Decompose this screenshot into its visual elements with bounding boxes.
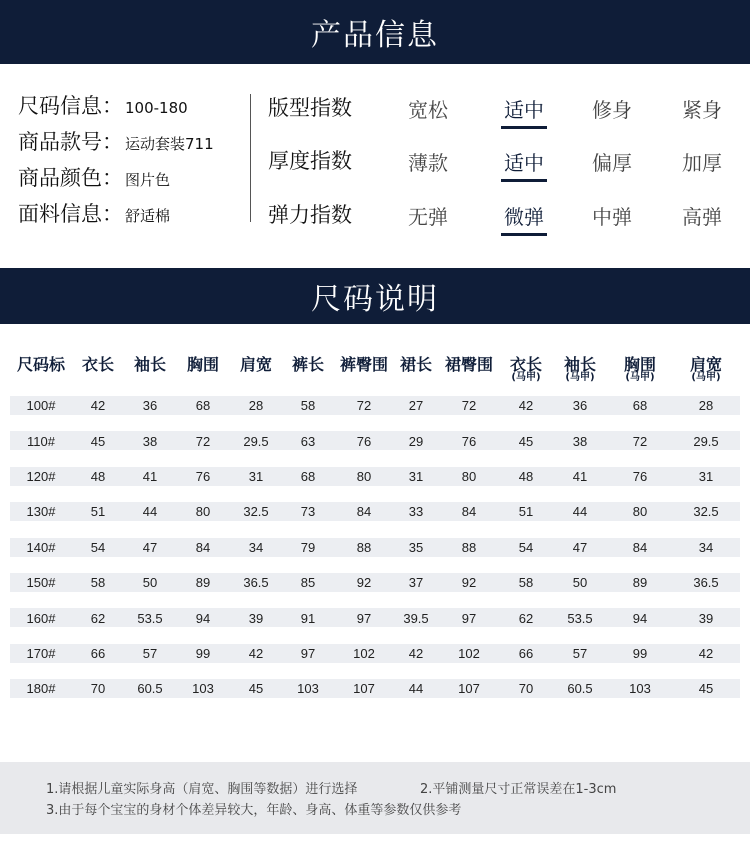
table-cell: 68 <box>632 398 648 414</box>
table-cell: 60.5 <box>567 681 593 697</box>
info-key: 尺码信息： <box>18 94 123 118</box>
table-cell: 66 <box>90 645 106 661</box>
info-key: 面料信息： <box>18 202 123 226</box>
table-cell: 29 <box>408 433 424 449</box>
table-row <box>10 494 740 529</box>
table-cell: 45 <box>248 681 264 697</box>
table-cell: 89 <box>632 575 648 591</box>
info-key: 商品颜色： <box>18 166 123 190</box>
table-cell: 94 <box>195 610 211 626</box>
index-row-fit <box>268 92 738 122</box>
table-cell: 103 <box>629 681 651 697</box>
header-pants-length: 裤长 <box>291 355 324 374</box>
table-cell: 28 <box>698 398 714 414</box>
table-cell: 37 <box>408 575 424 591</box>
product-info-banner <box>0 0 750 64</box>
table-cell: 60.5 <box>137 681 163 697</box>
table-cell: 57 <box>572 645 588 661</box>
table-cell: 62 <box>90 610 106 626</box>
note-1: 1.请根据儿童实际身高（肩宽、胸围等数据）进行选择 <box>46 782 358 797</box>
table-row <box>10 459 740 494</box>
table-cell: 88 <box>356 539 372 555</box>
table-cell: 47 <box>572 539 588 555</box>
info-divider <box>250 94 251 222</box>
header-chest: 胸围 <box>186 355 219 374</box>
info-value: 图片色 <box>125 171 171 189</box>
size-label-cell: 170# <box>26 645 56 661</box>
table-cell: 103 <box>192 681 214 697</box>
index-label: 弹力指数 <box>268 203 352 227</box>
table-cell: 72 <box>356 398 372 414</box>
table-cell: 50 <box>572 575 588 591</box>
index-option-selected: 微弹 <box>494 201 554 230</box>
header-length: 衣长 <box>81 355 114 374</box>
table-cell: 39 <box>698 610 714 626</box>
table-cell: 70 <box>518 681 534 697</box>
table-cell: 54 <box>90 539 106 555</box>
table-cell: 48 <box>518 468 534 484</box>
size-label-cell: 180# <box>26 681 56 697</box>
table-cell: 102 <box>458 645 480 661</box>
size-label-cell: 120# <box>26 468 56 484</box>
table-cell: 32.5 <box>693 504 719 520</box>
table-cell: 76 <box>195 468 211 484</box>
table-cell: 80 <box>195 504 211 520</box>
header-sleeve: 袖长 <box>133 355 166 374</box>
table-cell: 107 <box>353 681 375 697</box>
index-option: 薄款 <box>408 151 448 175</box>
header-vest-shoulder: 肩宽 (马甲) <box>689 355 722 383</box>
table-cell: 31 <box>248 468 264 484</box>
header-vest-chest: 胸围 (马甲) <box>623 355 656 383</box>
info-value: 100-180 <box>125 99 188 117</box>
table-cell: 85 <box>300 575 316 591</box>
table-cell: 42 <box>698 645 714 661</box>
size-label-cell: 150# <box>26 575 56 591</box>
table-cell: 41 <box>572 468 588 484</box>
index-option: 中弹 <box>592 205 632 229</box>
info-value: 舒适棉 <box>125 207 171 225</box>
info-row-color <box>18 162 248 198</box>
table-cell: 97 <box>300 645 316 661</box>
index-label: 厚度指数 <box>268 149 352 173</box>
size-guide-banner <box>0 268 750 324</box>
size-label-cell: 160# <box>26 610 56 626</box>
table-cell: 88 <box>461 539 477 555</box>
table-cell: 57 <box>142 645 158 661</box>
info-row-fabric <box>18 198 248 234</box>
table-cell: 51 <box>90 504 106 520</box>
table-cell: 45 <box>698 681 714 697</box>
size-table-body <box>10 388 740 707</box>
table-cell: 91 <box>300 610 316 626</box>
table-cell: 99 <box>632 645 648 661</box>
table-cell: 79 <box>300 539 316 555</box>
note-2: 2.平铺测量尺寸正常误差在1-3cm <box>420 782 617 797</box>
table-cell: 72 <box>461 398 477 414</box>
table-cell: 38 <box>572 433 588 449</box>
table-cell: 38 <box>142 433 158 449</box>
table-cell: 63 <box>300 433 316 449</box>
header-vest-sleeve: 袖长 (马甲) <box>563 355 596 383</box>
index-label: 版型指数 <box>268 96 352 120</box>
table-cell: 84 <box>356 504 372 520</box>
table-row <box>10 423 740 458</box>
table-cell: 92 <box>356 575 372 591</box>
table-row <box>10 600 740 635</box>
size-label-cell: 110# <box>27 433 55 449</box>
index-option: 高弹 <box>682 205 722 229</box>
header-vest-length: 衣长 (马甲) <box>509 355 542 383</box>
table-row <box>10 636 740 671</box>
header-pants-hip: 裤臀围 <box>339 355 388 374</box>
table-cell: 76 <box>632 468 648 484</box>
table-cell: 103 <box>297 681 319 697</box>
table-cell: 54 <box>518 539 534 555</box>
table-cell: 76 <box>461 433 477 449</box>
table-cell: 42 <box>248 645 264 661</box>
table-cell: 68 <box>300 468 316 484</box>
index-option: 加厚 <box>682 151 722 175</box>
table-cell: 36 <box>142 398 158 414</box>
table-cell: 34 <box>248 539 264 555</box>
table-cell: 35 <box>408 539 424 555</box>
table-cell: 68 <box>195 398 211 414</box>
table-cell: 42 <box>408 645 424 661</box>
size-label-cell: 140# <box>26 539 56 555</box>
header-skirt-hip: 裙臀围 <box>444 355 493 374</box>
table-cell: 72 <box>632 433 648 449</box>
index-row-thickness <box>268 145 738 175</box>
table-cell: 27 <box>408 398 424 414</box>
index-row-elasticity <box>268 199 738 229</box>
index-option: 紧身 <box>682 98 722 122</box>
table-cell: 29.5 <box>243 433 269 449</box>
info-key: 商品款号： <box>18 130 123 154</box>
table-cell: 94 <box>632 610 648 626</box>
info-value: 运动套装711 <box>125 135 214 153</box>
notes-box <box>0 762 750 834</box>
table-cell: 32.5 <box>243 504 269 520</box>
table-cell: 31 <box>408 468 424 484</box>
table-cell: 39 <box>248 610 264 626</box>
table-cell: 107 <box>458 681 480 697</box>
table-cell: 89 <box>195 575 211 591</box>
index-option-selected: 适中 <box>494 94 554 123</box>
table-cell: 99 <box>195 645 211 661</box>
size-label-cell: 100# <box>26 398 56 414</box>
info-row-style-no <box>18 126 248 162</box>
product-info-list <box>18 90 248 234</box>
table-cell: 42 <box>518 398 534 414</box>
table-cell: 44 <box>142 504 158 520</box>
index-option: 偏厚 <box>592 151 632 175</box>
table-cell: 80 <box>461 468 477 484</box>
table-cell: 84 <box>461 504 477 520</box>
table-cell: 47 <box>142 539 158 555</box>
table-cell: 48 <box>90 468 106 484</box>
product-info-title: 产品信息 <box>311 18 439 53</box>
table-cell: 84 <box>632 539 648 555</box>
table-cell: 44 <box>572 504 588 520</box>
index-option: 无弹 <box>408 205 448 229</box>
index-option-selected: 适中 <box>494 147 554 176</box>
table-cell: 36 <box>572 398 588 414</box>
table-cell: 45 <box>90 433 106 449</box>
table-cell: 34 <box>698 539 714 555</box>
table-cell: 36.5 <box>243 575 269 591</box>
table-cell: 53.5 <box>567 610 593 626</box>
note-3: 3.由于每个宝宝的身材个体差异较大，年龄、身高、体重等参数仅供参考 <box>46 803 462 818</box>
table-cell: 44 <box>408 681 424 697</box>
table-cell: 84 <box>195 539 211 555</box>
table-cell: 31 <box>698 468 714 484</box>
size-guide-title: 尺码说明 <box>311 282 439 317</box>
table-cell: 72 <box>195 433 211 449</box>
table-cell: 97 <box>356 610 372 626</box>
header-size: 尺码标 <box>16 355 65 374</box>
table-cell: 42 <box>90 398 106 414</box>
table-cell: 70 <box>90 681 106 697</box>
table-cell: 58 <box>518 575 534 591</box>
table-cell: 29.5 <box>693 433 719 449</box>
table-cell: 97 <box>461 610 477 626</box>
table-cell: 36.5 <box>693 575 719 591</box>
header-skirt-length: 裙长 <box>399 355 432 374</box>
table-cell: 102 <box>353 645 375 661</box>
table-cell: 66 <box>518 645 534 661</box>
table-row <box>10 530 740 565</box>
table-cell: 33 <box>408 504 424 520</box>
table-row <box>10 388 740 423</box>
table-cell: 80 <box>632 504 648 520</box>
index-option: 宽松 <box>408 98 448 122</box>
size-label-cell: 130# <box>26 504 56 520</box>
header-shoulder: 肩宽 <box>239 355 272 374</box>
size-table-header <box>10 348 740 388</box>
table-cell: 45 <box>518 433 534 449</box>
table-cell: 92 <box>461 575 477 591</box>
table-cell: 76 <box>356 433 372 449</box>
table-cell: 62 <box>518 610 534 626</box>
table-cell: 50 <box>142 575 158 591</box>
table-cell: 51 <box>518 504 534 520</box>
index-option: 修身 <box>592 98 632 122</box>
table-cell: 28 <box>248 398 264 414</box>
table-cell: 53.5 <box>137 610 163 626</box>
table-cell: 58 <box>90 575 106 591</box>
table-cell: 41 <box>142 468 158 484</box>
size-table <box>10 348 740 707</box>
table-cell: 58 <box>300 398 316 414</box>
table-row <box>10 565 740 600</box>
info-row-size <box>18 90 248 126</box>
table-row <box>10 671 740 706</box>
table-cell: 80 <box>356 468 372 484</box>
table-cell: 73 <box>300 504 316 520</box>
table-cell: 39.5 <box>403 610 429 626</box>
